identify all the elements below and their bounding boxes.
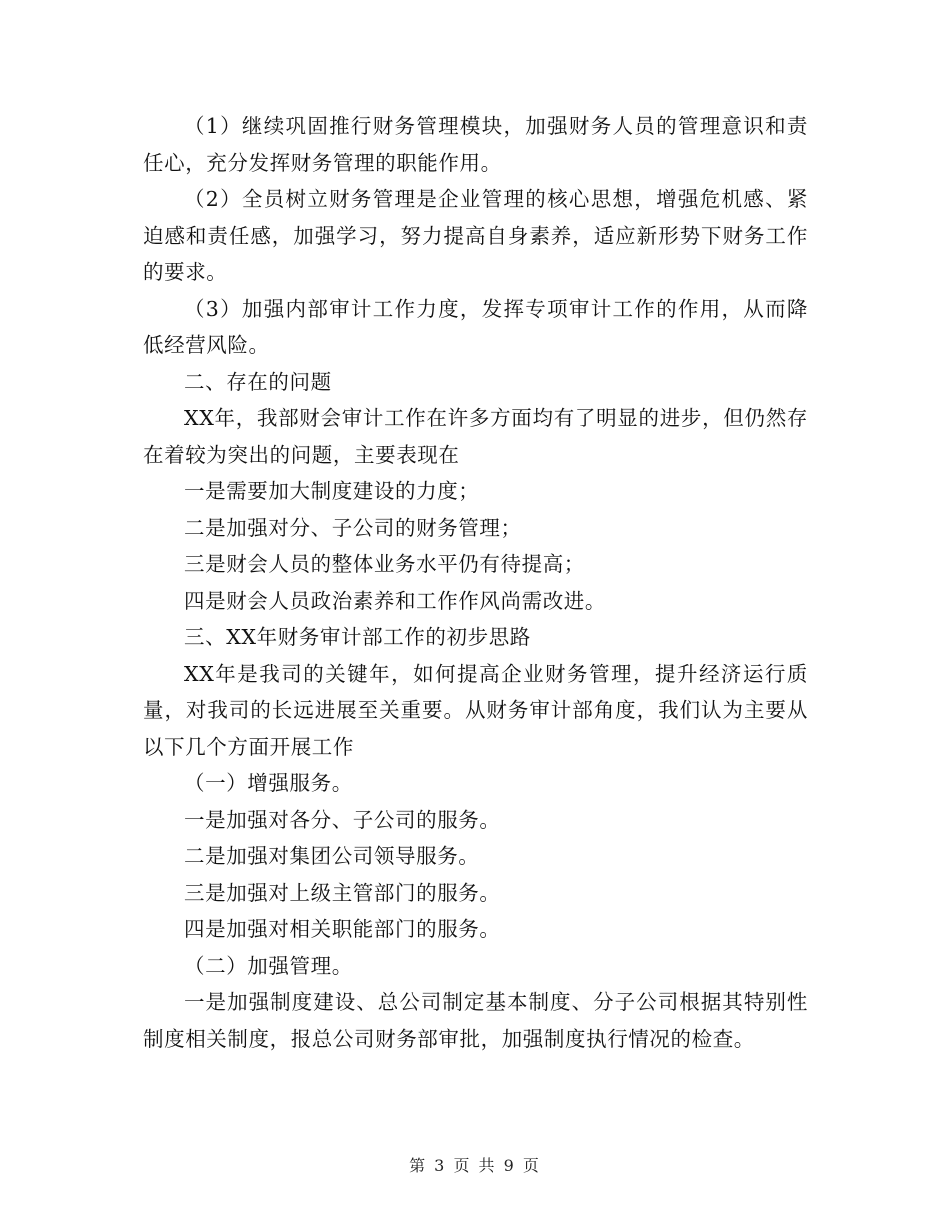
- section-heading-problems: 二、存在的问题: [184, 369, 332, 394]
- paragraph-8: 三是财会人员的整体业务水平仍有待提高；: [184, 552, 585, 576]
- paragraph-1: （1）继续巩固推行财务管理模块，加强财务人员的管理意识和责任心，充分发挥财务管理的职能作用。: [143, 114, 808, 175]
- paragraph-6: 一是需要加大制度建设的力度；: [184, 479, 480, 503]
- paragraph-3: （3）加强内部审计工作力度，发挥专项审计工作的作用，从而降低经营风险。: [143, 296, 808, 357]
- paragraph-16: 四是加强对相关职能部门的服务。: [184, 917, 501, 941]
- paragraph-5: XX年，我部财会审计工作在许多方面均有了明显的进步，但仍然存在着较为突出的问题，主要表现在: [143, 406, 808, 467]
- paragraph-2: （2）全员树立财务管理是企业管理的核心思想，增强危机感、紧迫感和责任感，加强学习，努力提高自身素养，适应新形势下财务工作的要求。: [143, 187, 808, 284]
- paragraph-11: XX年是我司的关键年，如何提高企业财务管理，提升经济运行质量，对我司的长远进展至关重要。从财务审计部角度，我们认为主要从以下几个方面开展工作: [143, 661, 808, 759]
- paragraph-9: 四是财会人员政治素养和工作作风尚需改进。: [184, 588, 606, 613]
- section-heading-plan: 三、XX年财务审计部工作的初步思路: [184, 625, 531, 649]
- subheading-service: （一）增强服务。: [184, 771, 353, 795]
- paragraph-18: 一是加强制度建设、总公司制定基本制度、分子公司根据其特别性制度相关制度，报总公司财务部审批，加强制度执行情况的检查。: [143, 990, 808, 1051]
- paragraph-15: 三是加强对上级主管部门的服务。: [184, 880, 501, 905]
- paragraph-13: 一是加强对各分、子公司的服务。: [184, 807, 501, 832]
- paragraph-14: 二是加强对集团公司领导服务。: [184, 844, 480, 868]
- document-body: [143, 108, 808, 1057]
- paragraph-7: 二是加强对分、子公司的财务管理；: [184, 515, 522, 540]
- page-number-footer: 第 3 页 共 9 页: [409, 1156, 541, 1175]
- subheading-management: （二）加强管理。: [184, 953, 353, 978]
